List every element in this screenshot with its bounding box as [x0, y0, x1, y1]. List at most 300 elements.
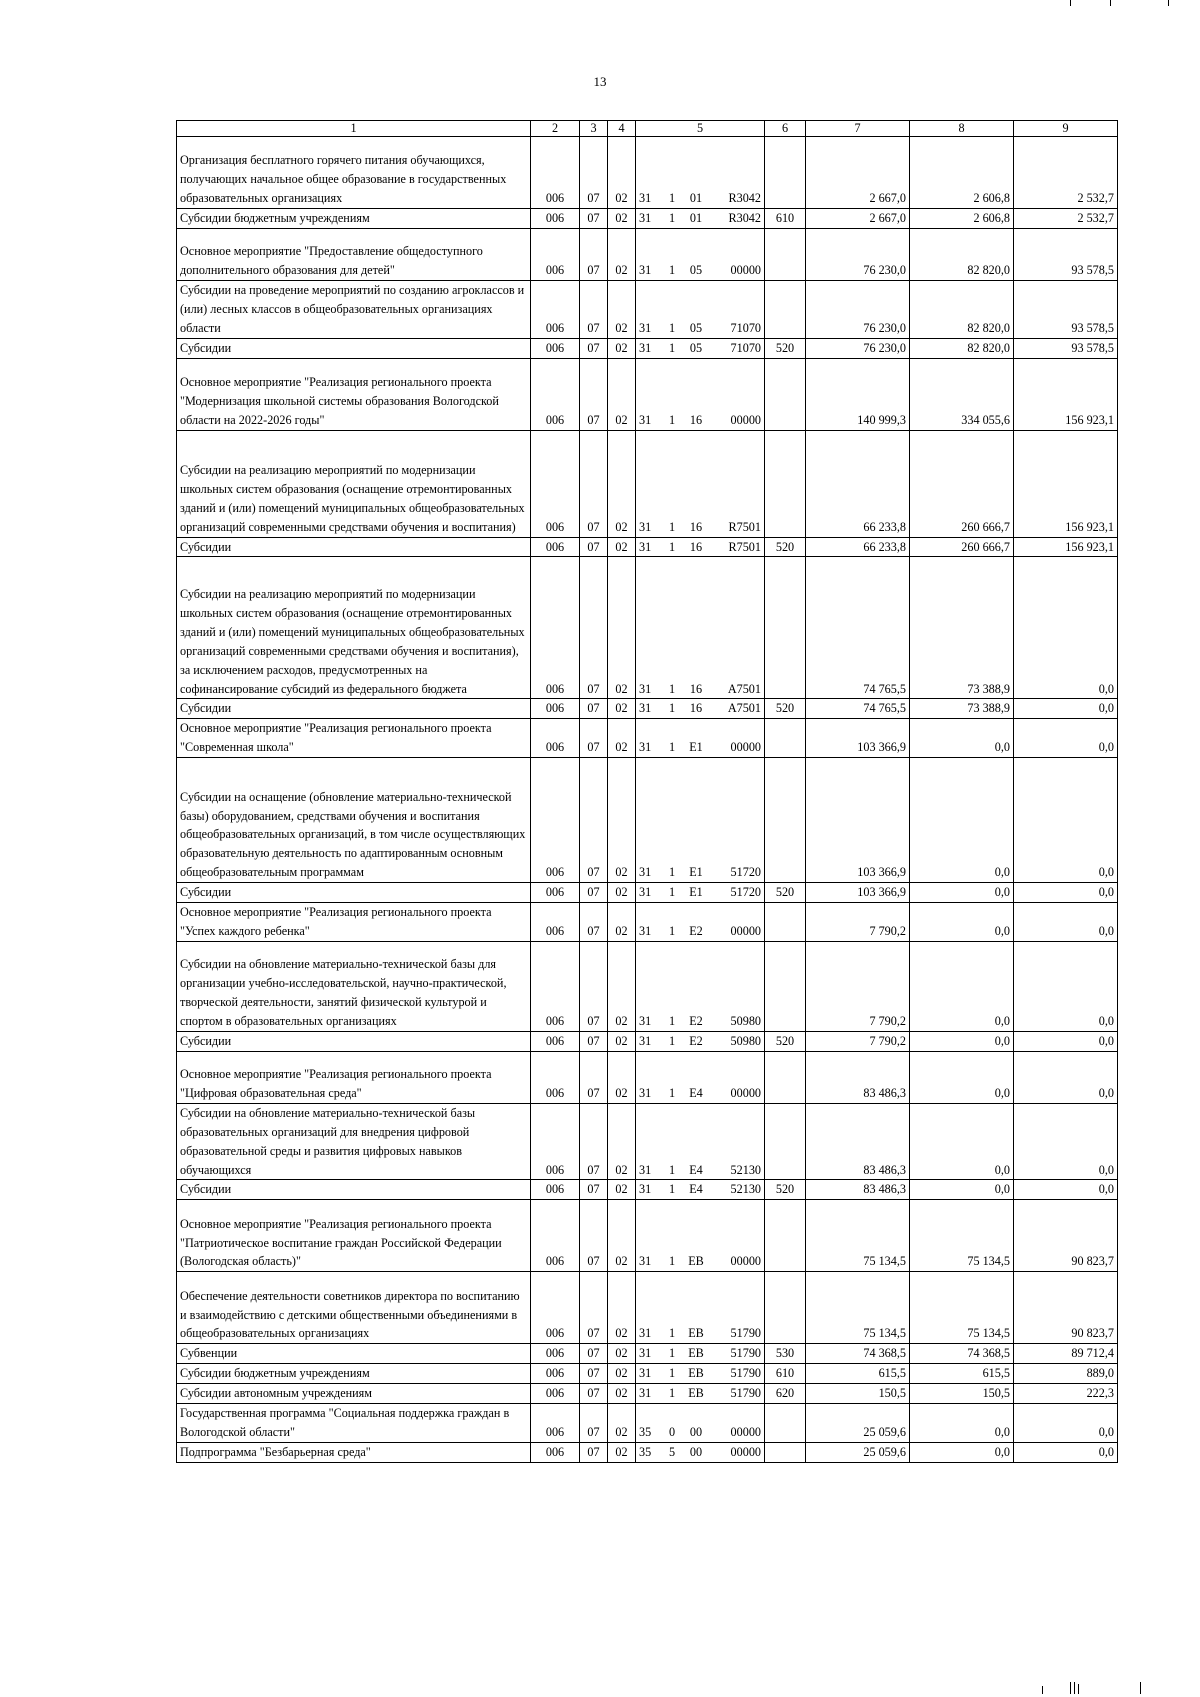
- amount-year-3: 0,0: [1014, 1180, 1118, 1200]
- row-description: [177, 1200, 531, 1272]
- row-description: [177, 699, 531, 719]
- subprogram-code: 1: [668, 1033, 676, 1048]
- row-description: [177, 883, 531, 903]
- program-code: 35: [639, 1424, 652, 1439]
- event-code: E1: [689, 740, 703, 755]
- ministry-code: 006: [531, 758, 580, 883]
- column-header: 3: [580, 121, 608, 137]
- event-code: E2: [689, 1033, 703, 1048]
- row-description: [177, 1103, 531, 1180]
- amount-year-1: 7 790,2: [806, 1031, 910, 1051]
- row-description-text: Субсидии: [180, 340, 232, 355]
- expense-type-code: 610: [765, 209, 806, 229]
- program-code: 31: [639, 263, 652, 277]
- program-code: 31: [639, 1162, 652, 1177]
- event-code: EB: [688, 1254, 704, 1269]
- expense-type-code: [765, 430, 806, 537]
- event-code: 16: [689, 519, 703, 534]
- amount-year-2: 75 134,5: [910, 1200, 1014, 1272]
- row-description: [177, 209, 531, 229]
- target-article-code: [636, 137, 765, 209]
- target-article-code: [636, 1384, 765, 1404]
- ministry-code: 006: [531, 1051, 580, 1103]
- subsection-code: 02: [608, 1180, 636, 1200]
- event-code: 16: [689, 412, 703, 427]
- program-code: 31: [639, 740, 652, 755]
- program-code: 35: [639, 1444, 652, 1459]
- row-description-text: Субсидии на обновление материально-технической базы для организации учебно-исследовательской, научно-практической, творческой деятельности, занятий физической культурой и спортом в образовательных организациях: [180, 957, 507, 1028]
- table-row: [177, 280, 1118, 338]
- section-code: 07: [580, 280, 608, 338]
- section-code: 07: [580, 537, 608, 557]
- column-header: 9: [1014, 121, 1118, 137]
- amount-year-1: 2 667,0: [806, 137, 910, 209]
- subsection-code: 02: [608, 1364, 636, 1384]
- section-code: 07: [580, 209, 608, 229]
- amount-year-2: 0,0: [910, 883, 1014, 903]
- amount-year-2: 0,0: [910, 1031, 1014, 1051]
- amount-year-2: 0,0: [910, 758, 1014, 883]
- subprogram-code: 1: [668, 1254, 676, 1269]
- ministry-code: 006: [531, 228, 580, 280]
- amount-year-3: 156 923,1: [1014, 430, 1118, 537]
- expense-type-code: [765, 228, 806, 280]
- row-description: [177, 1344, 531, 1364]
- row-description-text: Субсидии: [180, 1182, 232, 1197]
- program-code: 31: [639, 1346, 652, 1361]
- direction-code: 51720: [730, 885, 761, 900]
- ministry-code: 006: [531, 883, 580, 903]
- amount-year-2: 75 134,5: [910, 1272, 1014, 1344]
- program-code: 31: [639, 412, 652, 427]
- target-article-code: [636, 1051, 765, 1103]
- target-article-code: [636, 1272, 765, 1344]
- target-article-code: [636, 209, 765, 229]
- amount-year-2: 260 666,7: [910, 430, 1014, 537]
- subprogram-code: 1: [668, 1386, 676, 1401]
- subsection-code: 02: [608, 430, 636, 537]
- amount-year-3: 0,0: [1014, 758, 1118, 883]
- program-code: 31: [639, 1366, 652, 1381]
- event-code: 05: [689, 320, 703, 335]
- amount-year-3: 0,0: [1014, 699, 1118, 719]
- direction-code: R7501: [728, 539, 761, 554]
- event-code: 16: [689, 681, 703, 696]
- subprogram-code: 1: [668, 681, 676, 696]
- direction-code: R3042: [728, 211, 761, 225]
- subsection-code: 02: [608, 280, 636, 338]
- ministry-code: 006: [531, 1272, 580, 1344]
- section-code: 07: [580, 1344, 608, 1364]
- amount-year-2: 0,0: [910, 719, 1014, 758]
- direction-code: 00000: [730, 1254, 761, 1269]
- row-description: [177, 941, 531, 1031]
- column-header: 7: [806, 121, 910, 137]
- amount-year-3: 0,0: [1014, 557, 1118, 699]
- subsection-code: 02: [608, 1344, 636, 1364]
- subprogram-code: 1: [668, 191, 676, 206]
- expense-type-code: 520: [765, 338, 806, 358]
- event-code: 01: [689, 211, 703, 225]
- target-article-code: [636, 719, 765, 758]
- ministry-code: 006: [531, 1031, 580, 1051]
- program-code: 31: [639, 1386, 652, 1401]
- row-description-text: Субсидии бюджетным учреждениям: [180, 211, 370, 225]
- row-description-text: Обеспечение деятельности советников директора по воспитанию и взаимодействию с детскими общественными объединениями в общеобразовательных организациях: [180, 1288, 520, 1341]
- expense-type-code: [765, 1442, 806, 1462]
- expense-type-code: [765, 719, 806, 758]
- row-description-text: Основное мероприятие "Реализация регионального проекта "Успех каждого ребенка": [180, 905, 492, 938]
- event-code: EB: [688, 1366, 704, 1381]
- row-description-text: Государственная программа "Социальная поддержка граждан в Вологодской области": [180, 1406, 510, 1439]
- program-code: 31: [639, 885, 652, 900]
- ministry-code: 006: [531, 209, 580, 229]
- subprogram-code: 1: [668, 412, 676, 427]
- event-code: E2: [689, 1013, 703, 1028]
- target-article-code: [636, 903, 765, 942]
- expense-type-code: [765, 1051, 806, 1103]
- table-row: [177, 1272, 1118, 1344]
- direction-code: R7501: [728, 519, 761, 534]
- amount-year-3: 0,0: [1014, 941, 1118, 1031]
- row-description-text: Субсидии: [180, 885, 232, 900]
- table-row: [177, 758, 1118, 883]
- section-code: 07: [580, 137, 608, 209]
- expense-type-code: [765, 1103, 806, 1180]
- amount-year-2: 73 388,9: [910, 699, 1014, 719]
- direction-code: 00000: [730, 740, 761, 755]
- table-row: [177, 557, 1118, 699]
- column-header: 5: [636, 121, 765, 137]
- row-description-text: Субсидии на обновление материально-технической базы образовательных организаций для внедрения цифровой образовательной среды и развития цифровых навыков обучающихся: [180, 1105, 476, 1177]
- row-description-text: Основное мероприятие "Реализация регионального проекта "Патриотическое воспитание граждан Российской Федерации (Вологодская область)": [180, 1216, 502, 1269]
- amount-year-3: 0,0: [1014, 719, 1118, 758]
- subprogram-code: 1: [668, 1013, 676, 1028]
- ministry-code: 006: [531, 699, 580, 719]
- event-code: E4: [689, 1085, 703, 1100]
- section-code: 07: [580, 941, 608, 1031]
- event-code: 01: [689, 191, 703, 206]
- amount-year-2: 260 666,7: [910, 537, 1014, 557]
- ministry-code: 006: [531, 557, 580, 699]
- amount-year-3: 2 532,7: [1014, 137, 1118, 209]
- subsection-code: 02: [608, 941, 636, 1031]
- event-code: EB: [688, 1386, 704, 1401]
- subprogram-code: 0: [668, 1424, 676, 1439]
- program-code: 31: [639, 701, 652, 716]
- amount-year-3: 93 578,5: [1014, 338, 1118, 358]
- section-code: 07: [580, 358, 608, 430]
- table-row: [177, 1200, 1118, 1272]
- row-description: [177, 228, 531, 280]
- amount-year-1: 140 999,3: [806, 358, 910, 430]
- ministry-code: 006: [531, 941, 580, 1031]
- target-article-code: [636, 1180, 765, 1200]
- target-article-code: [636, 1404, 765, 1443]
- direction-code: R3042: [728, 191, 761, 206]
- event-code: E2: [689, 923, 703, 938]
- subprogram-code: 1: [668, 1182, 676, 1197]
- direction-code: 51790: [730, 1346, 761, 1361]
- ministry-code: 006: [531, 358, 580, 430]
- row-description: [177, 1051, 531, 1103]
- direction-code: 50980: [730, 1013, 761, 1028]
- amount-year-2: 0,0: [910, 903, 1014, 942]
- row-description: [177, 1180, 531, 1200]
- subsection-code: 02: [608, 1031, 636, 1051]
- amount-year-2: 0,0: [910, 1051, 1014, 1103]
- row-description-text: Субвенции: [180, 1346, 238, 1361]
- target-article-code: [636, 1031, 765, 1051]
- program-code: 31: [639, 1033, 652, 1048]
- amount-year-1: 83 486,3: [806, 1103, 910, 1180]
- subprogram-code: 1: [668, 865, 676, 880]
- amount-year-1: 74 765,5: [806, 699, 910, 719]
- section-code: 07: [580, 1384, 608, 1404]
- expense-type-code: [765, 358, 806, 430]
- target-article-code: [636, 537, 765, 557]
- row-description: [177, 1404, 531, 1443]
- ministry-code: 006: [531, 1103, 580, 1180]
- row-description-text: Субсидии: [180, 539, 232, 554]
- amount-year-1: 25 059,6: [806, 1404, 910, 1443]
- ministry-code: 006: [531, 430, 580, 537]
- subprogram-code: 1: [668, 923, 676, 938]
- amount-year-2: 334 055,6: [910, 358, 1014, 430]
- table-row: [177, 699, 1118, 719]
- program-code: 31: [639, 1326, 652, 1341]
- direction-code: A7501: [727, 701, 761, 716]
- direction-code: 00000: [730, 412, 761, 427]
- target-article-code: [636, 280, 765, 338]
- ministry-code: 006: [531, 280, 580, 338]
- program-code: 31: [639, 1013, 652, 1028]
- target-article-code: [636, 758, 765, 883]
- table-row: [177, 430, 1118, 537]
- subsection-code: 02: [608, 209, 636, 229]
- table-row: [177, 883, 1118, 903]
- table-row: [177, 358, 1118, 430]
- row-description: [177, 758, 531, 883]
- amount-year-3: 156 923,1: [1014, 537, 1118, 557]
- section-code: 07: [580, 883, 608, 903]
- target-article-code: [636, 1200, 765, 1272]
- expense-type-code: [765, 758, 806, 883]
- table-row: [177, 1442, 1118, 1462]
- direction-code: 00000: [730, 1444, 761, 1459]
- column-header: 1: [177, 121, 531, 137]
- section-code: 07: [580, 1103, 608, 1180]
- subsection-code: 02: [608, 1404, 636, 1443]
- subprogram-code: 1: [668, 1346, 676, 1361]
- amount-year-2: 615,5: [910, 1364, 1014, 1384]
- amount-year-3: 0,0: [1014, 1031, 1118, 1051]
- amount-year-1: 76 230,0: [806, 338, 910, 358]
- row-description-text: Основное мероприятие "Реализация регионального проекта "Современная школа": [180, 721, 492, 755]
- section-code: 07: [580, 719, 608, 758]
- expense-type-code: 520: [765, 1180, 806, 1200]
- direction-code: 71070: [730, 340, 761, 355]
- table-row: [177, 1103, 1118, 1180]
- event-code: 16: [689, 539, 703, 554]
- amount-year-2: 0,0: [910, 1442, 1014, 1462]
- amount-year-2: 150,5: [910, 1384, 1014, 1404]
- event-code: 00: [689, 1424, 703, 1439]
- section-code: 07: [580, 557, 608, 699]
- column-header: 4: [608, 121, 636, 137]
- direction-code: 71070: [730, 320, 761, 335]
- ministry-code: 006: [531, 1384, 580, 1404]
- amount-year-3: 90 823,7: [1014, 1272, 1118, 1344]
- column-header: 8: [910, 121, 1014, 137]
- direction-code: A7501: [727, 681, 761, 696]
- target-article-code: [636, 1103, 765, 1180]
- row-description: [177, 903, 531, 942]
- row-description: [177, 1364, 531, 1384]
- target-article-code: [636, 228, 765, 280]
- direction-code: 00000: [730, 1424, 761, 1439]
- ministry-code: 006: [531, 137, 580, 209]
- subprogram-code: 1: [668, 740, 676, 755]
- row-description: [177, 338, 531, 358]
- subprogram-code: 5: [668, 1444, 676, 1459]
- ministry-code: 006: [531, 1180, 580, 1200]
- subprogram-code: 1: [668, 539, 676, 554]
- table-row: [177, 209, 1118, 229]
- amount-year-1: 83 486,3: [806, 1051, 910, 1103]
- row-description: [177, 1031, 531, 1051]
- expense-type-code: [765, 557, 806, 699]
- direction-code: 51790: [730, 1386, 761, 1401]
- section-code: 07: [580, 1031, 608, 1051]
- section-code: 07: [580, 758, 608, 883]
- amount-year-3: 0,0: [1014, 903, 1118, 942]
- section-code: 07: [580, 903, 608, 942]
- table-row: [177, 1031, 1118, 1051]
- expense-type-code: 520: [765, 1031, 806, 1051]
- expense-type-code: 620: [765, 1384, 806, 1404]
- direction-code: 00000: [730, 263, 761, 277]
- expense-type-code: 520: [765, 699, 806, 719]
- program-code: 31: [639, 320, 652, 335]
- table-row: [177, 1364, 1118, 1384]
- target-article-code: [636, 430, 765, 537]
- section-code: 07: [580, 228, 608, 280]
- event-code: E4: [689, 1182, 703, 1197]
- section-code: 07: [580, 1272, 608, 1344]
- amount-year-2: 82 820,0: [910, 280, 1014, 338]
- amount-year-1: 83 486,3: [806, 1180, 910, 1200]
- subprogram-code: 1: [668, 885, 676, 900]
- section-code: 07: [580, 1442, 608, 1462]
- direction-code: 52130: [730, 1162, 761, 1177]
- table-row: [177, 338, 1118, 358]
- direction-code: 51720: [730, 865, 761, 880]
- amount-year-2: 82 820,0: [910, 338, 1014, 358]
- row-description-text: Организация бесплатного горячего питания обучающихся, получающих начальное общее образование в государственных образовательных организациях: [180, 153, 507, 206]
- program-code: 31: [639, 211, 652, 225]
- amount-year-3: 0,0: [1014, 883, 1118, 903]
- event-code: EB: [688, 1346, 704, 1361]
- program-code: 31: [639, 539, 652, 554]
- event-code: E1: [689, 865, 703, 880]
- amount-year-3: 0,0: [1014, 1051, 1118, 1103]
- amount-year-1: 7 790,2: [806, 941, 910, 1031]
- subprogram-code: 1: [668, 263, 676, 277]
- amount-year-1: 103 366,9: [806, 883, 910, 903]
- subsection-code: 02: [608, 719, 636, 758]
- table-row: [177, 1344, 1118, 1364]
- program-code: 31: [639, 865, 652, 880]
- row-description: [177, 1272, 531, 1344]
- target-article-code: [636, 338, 765, 358]
- amount-year-2: 2 606,8: [910, 209, 1014, 229]
- amount-year-1: 66 233,8: [806, 430, 910, 537]
- row-description-text: Субсидии: [180, 701, 232, 716]
- row-description-text: Субсидии на реализацию мероприятий по модернизации школьных систем образования (оснащение отремонтированных зданий и (или) помещений муниципальных общеобразовательных организаций современными средствами обучения и воспитания): [180, 462, 525, 534]
- subsection-code: 02: [608, 903, 636, 942]
- ministry-code: 006: [531, 1200, 580, 1272]
- expense-type-code: [765, 903, 806, 942]
- target-article-code: [636, 1344, 765, 1364]
- expense-type-code: [765, 280, 806, 338]
- amount-year-1: 76 230,0: [806, 228, 910, 280]
- amount-year-3: 89 712,4: [1014, 1344, 1118, 1364]
- row-description-text: Основное мероприятие "Реализация регионального проекта "Цифровая образовательная среда": [180, 1066, 492, 1100]
- table-row: [177, 1180, 1118, 1200]
- amount-year-2: 2 606,8: [910, 137, 1014, 209]
- amount-year-2: 0,0: [910, 1180, 1014, 1200]
- ministry-code: 006: [531, 338, 580, 358]
- row-description-text: Субсидии бюджетным учреждениям: [180, 1366, 370, 1381]
- section-code: 07: [580, 1051, 608, 1103]
- subprogram-code: 1: [668, 1162, 676, 1177]
- amount-year-3: 0,0: [1014, 1103, 1118, 1180]
- direction-code: 51790: [730, 1326, 761, 1341]
- expense-type-code: [765, 941, 806, 1031]
- row-description: [177, 537, 531, 557]
- section-code: 07: [580, 1180, 608, 1200]
- amount-year-3: 889,0: [1014, 1364, 1118, 1384]
- amount-year-3: 90 823,7: [1014, 1200, 1118, 1272]
- subprogram-code: 1: [668, 519, 676, 534]
- target-article-code: [636, 1364, 765, 1384]
- amount-year-3: 222,3: [1014, 1384, 1118, 1404]
- direction-code: 50980: [730, 1033, 761, 1048]
- expense-type-code: 520: [765, 537, 806, 557]
- section-code: 07: [580, 699, 608, 719]
- subsection-code: 02: [608, 1051, 636, 1103]
- scan-corner-marks: [1050, 0, 1170, 6]
- target-article-code: [636, 557, 765, 699]
- ministry-code: 006: [531, 1442, 580, 1462]
- row-description-text: Основное мероприятие "Реализация регионального проекта "Модернизация школьной системы образования Вологодской области на 2022-2026 годы": [180, 374, 499, 427]
- expense-type-code: [765, 1272, 806, 1344]
- amount-year-3: 156 923,1: [1014, 358, 1118, 430]
- row-description-text: Субсидии: [180, 1033, 232, 1048]
- amount-year-1: 66 233,8: [806, 537, 910, 557]
- column-header: 2: [531, 121, 580, 137]
- event-code: EB: [688, 1326, 704, 1341]
- row-description-text: Субсидии автономным учреждениям: [180, 1386, 372, 1401]
- subsection-code: 02: [608, 1442, 636, 1462]
- amount-year-1: 7 790,2: [806, 903, 910, 942]
- amount-year-1: 150,5: [806, 1384, 910, 1404]
- subsection-code: 02: [608, 699, 636, 719]
- subprogram-code: 1: [668, 1366, 676, 1381]
- target-article-code: [636, 883, 765, 903]
- subsection-code: 02: [608, 537, 636, 557]
